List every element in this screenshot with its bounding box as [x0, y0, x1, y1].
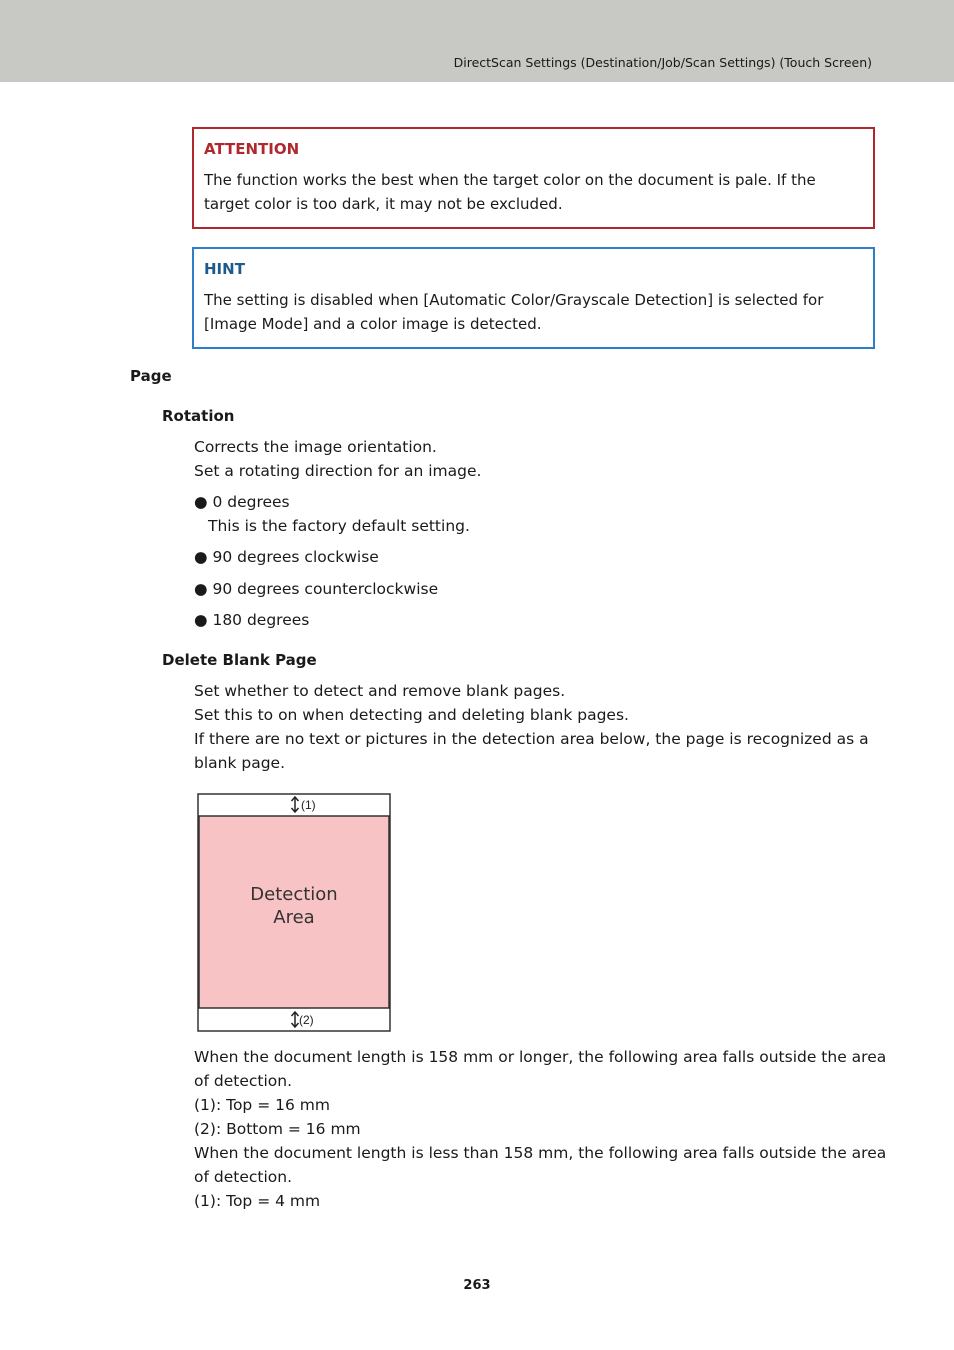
- delete-blank-note-line: of detection.: [194, 1072, 292, 1090]
- bottom-margin-label: (2): [299, 1013, 314, 1027]
- page-number: 263: [463, 1278, 491, 1293]
- hint-line: The setting is disabled when [Automatic Color/Grayscale Detection] is selected for: [204, 291, 824, 309]
- delete-blank-desc-line: Set this to on when detecting and deleting blank pages.: [194, 706, 629, 724]
- delete-blank-note-line: When the document length is less than 158 mm, the following area falls outside the area: [194, 1144, 887, 1162]
- page-heading: Page: [130, 367, 172, 385]
- page-header: [0, 0, 954, 82]
- delete-blank-desc-line: If there are no text or pictures in the detection area below, the page is recognized as a: [194, 730, 869, 748]
- attention-callout: [192, 127, 875, 229]
- rotation-desc-line: Set a rotating direction for an image.: [194, 462, 482, 480]
- detection-area-label: Area: [273, 907, 315, 928]
- detection-area-label: Detection: [250, 884, 338, 905]
- rotation-option-note: This is the factory default setting.: [208, 517, 470, 535]
- rotation-option: ● 180 degrees: [194, 611, 310, 629]
- delete-blank-desc-line: Set whether to detect and remove blank pages.: [194, 682, 566, 700]
- hint-callout: [192, 247, 875, 349]
- attention-text: [204, 168, 863, 216]
- delete-blank-note-line: (2): Bottom = 16 mm: [194, 1120, 361, 1138]
- rotation-heading: Rotation: [162, 407, 235, 425]
- detection-area-diagram: [197, 793, 392, 1032]
- delete-blank-note-line: When the document length is 158 mm or longer, the following area falls outside the area: [194, 1048, 887, 1066]
- header-title: DirectScan Settings (Destination/Job/Scan Settings) (Touch Screen): [453, 55, 872, 70]
- delete-blank-heading: Delete Blank Page: [162, 651, 317, 669]
- hint-line: [Image Mode] and a color image is detected.: [204, 315, 542, 333]
- attention-label: ATTENTION: [204, 140, 300, 158]
- delete-blank-desc-line: blank page.: [194, 754, 286, 772]
- delete-blank-note-line: of detection.: [194, 1168, 292, 1186]
- hint-label: HINT: [204, 260, 245, 278]
- attention-line: The function works the best when the target color on the document is pale. If the: [204, 171, 816, 189]
- delete-blank-note-line: (1): Top = 4 mm: [194, 1192, 321, 1210]
- top-margin-label: (1): [301, 798, 316, 812]
- rotation-option: ● 0 degrees: [194, 493, 290, 511]
- hint-text: [204, 288, 863, 336]
- delete-blank-note-line: (1): Top = 16 mm: [194, 1096, 330, 1114]
- rotation-option: ● 90 degrees clockwise: [194, 548, 379, 566]
- attention-line: target color is too dark, it may not be excluded.: [204, 195, 563, 213]
- rotation-option: ● 90 degrees counterclockwise: [194, 580, 439, 598]
- rotation-desc-line: Corrects the image orientation.: [194, 438, 437, 456]
